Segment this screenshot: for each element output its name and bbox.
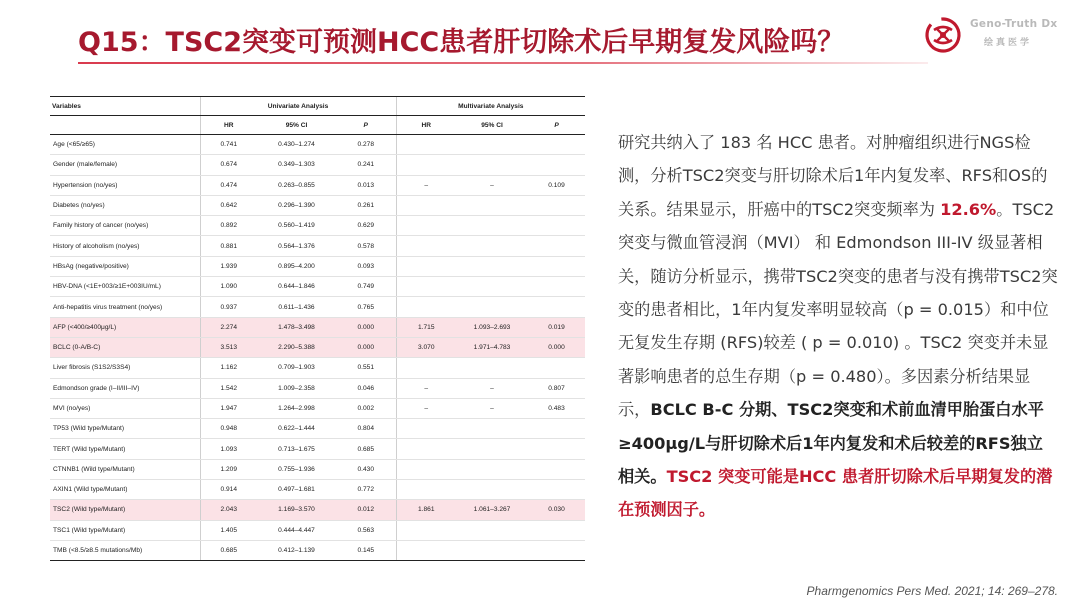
cell-u-hr: 2.043 [200, 500, 257, 520]
cell-m-p: 0.030 [528, 500, 585, 520]
cell-u-ci: 0.895–4.200 [257, 256, 336, 276]
cell-u-hr: 1.405 [200, 520, 257, 540]
cell-m-hr [396, 155, 456, 175]
cell-u-ci: 0.564–1.376 [257, 236, 336, 256]
cell-m-p [528, 419, 585, 439]
cell-m-hr [396, 439, 456, 459]
cell-m-p [528, 236, 585, 256]
cell-u-ci: 0.709–1.903 [257, 358, 336, 378]
table-row [50, 175, 585, 195]
table-row [50, 135, 585, 155]
cell-u-ci: 1.169–3.570 [257, 500, 336, 520]
table-row [50, 358, 585, 378]
table-row [50, 398, 585, 418]
cell-u-p: 0.430 [336, 459, 396, 479]
row-variable: Hypertension (no/yes) [50, 175, 200, 195]
cell-m-ci: 1.061–3.267 [456, 500, 528, 520]
cell-m-ci [456, 520, 528, 540]
cell-u-hr: 0.881 [200, 236, 257, 256]
cell-m-ci [456, 195, 528, 215]
cell-m-p [528, 277, 585, 297]
cell-u-ci: 0.560–1.419 [257, 216, 336, 236]
cell-m-hr: – [396, 378, 456, 398]
cell-m-hr [396, 540, 456, 560]
cell-m-ci: – [456, 175, 528, 195]
row-variable: Diabetes (no/yes) [50, 195, 200, 215]
cell-u-p: 0.012 [336, 500, 396, 520]
cell-m-p [528, 216, 585, 236]
row-variable: Gender (male/female) [50, 155, 200, 175]
table-row [50, 459, 585, 479]
row-variable: TP53 (Wild type/Mutant) [50, 419, 200, 439]
cell-u-ci: 1.264–2.998 [257, 398, 336, 418]
cell-u-p: 0.551 [336, 358, 396, 378]
cell-u-hr: 0.474 [200, 175, 257, 195]
cell-u-p: 0.261 [336, 195, 396, 215]
cell-u-p: 0.685 [336, 439, 396, 459]
findings-paragraph [618, 126, 1058, 527]
cell-m-hr [396, 195, 456, 215]
title-underline [78, 62, 928, 64]
row-variable: AFP (<400/≥400μg/L) [50, 317, 200, 337]
cell-m-hr [396, 216, 456, 236]
findings-text-1: 研究共纳入了 183 名 HCC 患者。对肿瘤组织进行NGS检测，分析TSC2突变与肝切除术后1年内复发率、RFS和OS的关系。结果显示，肝癌中的TSC2突变频率为 [618, 133, 1048, 219]
cell-m-hr: – [396, 175, 456, 195]
cell-m-p [528, 439, 585, 459]
cell-u-hr: 1.947 [200, 398, 257, 418]
table-group-header [50, 97, 585, 116]
cell-m-hr [396, 419, 456, 439]
row-variable: BCLC (0-A/B-C) [50, 337, 200, 357]
citation: Pharmgenomics Pers Med. 2021; 14: 269–278. [806, 584, 1058, 598]
cell-u-hr: 2.274 [200, 317, 257, 337]
cell-u-p: 0.002 [336, 398, 396, 418]
cell-m-ci: – [456, 378, 528, 398]
header-u-ci: 95% CI [257, 116, 336, 135]
header-u-hr: HR [200, 116, 257, 135]
row-variable: TSC1 (Wild type/Mutant) [50, 520, 200, 540]
cell-m-ci [456, 216, 528, 236]
cell-m-ci [456, 419, 528, 439]
header-u-p: P [336, 116, 396, 135]
row-variable: Edmondson grade (I–II/III–IV) [50, 378, 200, 398]
cell-m-hr [396, 520, 456, 540]
cell-u-ci: 0.430–1.274 [257, 135, 336, 155]
cell-u-p: 0.772 [336, 480, 396, 500]
row-variable: AXIN1 (Wild type/Mutant) [50, 480, 200, 500]
cell-m-ci [456, 480, 528, 500]
multivariate-conclusion: BCLC B-C 分期、TSC2突变和术前血清甲胎蛋白水平≥400μg/L与肝切除术后1年内复发和术后较差的RFS独立相关。 [618, 400, 1044, 487]
cell-u-hr: 1.090 [200, 277, 257, 297]
cell-u-p: 0.241 [336, 155, 396, 175]
cell-m-p: 0.000 [528, 337, 585, 357]
cell-u-p: 0.145 [336, 540, 396, 560]
row-variable: HBsAg (negative/positive) [50, 256, 200, 276]
cell-m-ci [456, 358, 528, 378]
row-variable: History of alcoholism (no/yes) [50, 236, 200, 256]
cell-u-hr: 0.937 [200, 297, 257, 317]
cell-m-ci [456, 256, 528, 276]
row-variable: MVI (no/yes) [50, 398, 200, 418]
table-sub-header [50, 116, 585, 135]
cell-u-ci: 0.444–4.447 [257, 520, 336, 540]
cell-m-hr [396, 277, 456, 297]
cell-m-ci [456, 459, 528, 479]
row-variable: Family history of cancer (no/yes) [50, 216, 200, 236]
table-row [50, 500, 585, 520]
logo-name-cn: 绘真医学 [984, 38, 1033, 48]
row-variable: TSC2 (Wild type/Mutant) [50, 500, 200, 520]
table-row [50, 520, 585, 540]
table-row [50, 480, 585, 500]
cell-u-hr: 1.093 [200, 439, 257, 459]
header-blank [50, 116, 200, 135]
cell-u-hr: 0.685 [200, 540, 257, 560]
cell-u-p: 0.093 [336, 256, 396, 276]
table-row [50, 419, 585, 439]
table-row [50, 439, 585, 459]
table-row [50, 297, 585, 317]
mutation-frequency: 12.6% [940, 199, 997, 219]
cell-m-p [528, 459, 585, 479]
cell-m-ci [456, 297, 528, 317]
cell-m-hr: 1.715 [396, 317, 456, 337]
cell-m-ci [456, 236, 528, 256]
cell-m-p [528, 520, 585, 540]
cell-m-ci [456, 135, 528, 155]
cell-u-hr: 0.642 [200, 195, 257, 215]
header-m-ci: 95% CI [456, 116, 528, 135]
cell-u-ci: 1.009–2.358 [257, 378, 336, 398]
cell-u-p: 0.749 [336, 277, 396, 297]
row-variable: Age (<65/≥65) [50, 135, 200, 155]
cell-m-ci: 1.971–4.783 [456, 337, 528, 357]
cell-u-p: 0.563 [336, 520, 396, 540]
table-row [50, 337, 585, 357]
cell-u-hr: 0.914 [200, 480, 257, 500]
cell-m-hr [396, 358, 456, 378]
cell-u-hr: 1.939 [200, 256, 257, 276]
cell-m-ci: 1.093–2.693 [456, 317, 528, 337]
cell-u-hr: 3.513 [200, 337, 257, 357]
cell-m-hr [396, 297, 456, 317]
cell-m-p [528, 480, 585, 500]
cell-u-ci: 0.497–1.681 [257, 480, 336, 500]
cell-m-p [528, 155, 585, 175]
table-row [50, 317, 585, 337]
cell-u-p: 0.278 [336, 135, 396, 155]
cell-u-ci: 0.644–1.846 [257, 277, 336, 297]
cell-m-ci [456, 155, 528, 175]
table-row [50, 256, 585, 276]
cell-u-hr: 0.741 [200, 135, 257, 155]
cell-m-p: 0.019 [528, 317, 585, 337]
header-m-hr: HR [396, 116, 456, 135]
cell-m-ci [456, 439, 528, 459]
row-variable: HBV-DNA (<1E+003/≥1E+003IU/mL) [50, 277, 200, 297]
cell-m-hr: 3.070 [396, 337, 456, 357]
cell-u-p: 0.046 [336, 378, 396, 398]
cell-u-ci: 0.296–1.390 [257, 195, 336, 215]
geno-truth-logo-icon [922, 14, 964, 56]
cox-regression-table [50, 96, 585, 561]
cell-m-ci: – [456, 398, 528, 418]
cell-u-ci: 0.622–1.444 [257, 419, 336, 439]
table-row [50, 236, 585, 256]
header-univariate: Univariate Analysis [200, 97, 396, 116]
cell-u-ci: 0.755–1.936 [257, 459, 336, 479]
cell-u-ci: 0.713–1.675 [257, 439, 336, 459]
cell-m-p: 0.483 [528, 398, 585, 418]
row-variable: CTNNB1 (Wild type/Mutant) [50, 459, 200, 479]
cell-u-hr: 1.542 [200, 378, 257, 398]
cell-m-hr: 1.861 [396, 500, 456, 520]
cell-m-p: 0.109 [528, 175, 585, 195]
table-row [50, 216, 585, 236]
cell-m-p: 0.807 [528, 378, 585, 398]
row-variable: TMB (<8.5/≥8.5 mutations/Mb) [50, 540, 200, 560]
cell-m-p [528, 256, 585, 276]
logo-name-en: Geno-Truth Dx [970, 18, 1058, 30]
cell-m-hr: – [396, 398, 456, 418]
row-variable: Anti-hepatitis virus treatment (no/yes) [50, 297, 200, 317]
cell-u-hr: 0.674 [200, 155, 257, 175]
cell-u-ci: 0.263–0.855 [257, 175, 336, 195]
cell-u-p: 0.804 [336, 419, 396, 439]
table-row [50, 155, 585, 175]
cell-u-p: 0.629 [336, 216, 396, 236]
table-row [50, 540, 585, 560]
cell-m-p [528, 540, 585, 560]
final-conclusion: TSC2 突变可能是HCC 患者肝切除术后早期复发的潜在预测因子。 [618, 467, 1053, 520]
cell-u-hr: 0.892 [200, 216, 257, 236]
cell-u-hr: 1.209 [200, 459, 257, 479]
cell-u-p: 0.578 [336, 236, 396, 256]
cell-u-p: 0.013 [336, 175, 396, 195]
table-row [50, 195, 585, 215]
cell-u-ci: 0.412–1.139 [257, 540, 336, 560]
row-variable: Liver fibrosis (S1S2/S3S4) [50, 358, 200, 378]
page-title: Q15：TSC2突变可预测HCC患者肝切除术后早期复发风险吗？ [78, 27, 845, 58]
cell-u-p: 0.000 [336, 337, 396, 357]
table-row [50, 277, 585, 297]
brand-logo [922, 14, 1072, 64]
cell-m-p [528, 135, 585, 155]
cell-u-ci: 0.349–1.303 [257, 155, 336, 175]
cell-u-hr: 0.948 [200, 419, 257, 439]
header-m-p: P [528, 116, 585, 135]
cell-u-ci: 1.478–3.498 [257, 317, 336, 337]
findings-text-2: 。TSC2突变与微血管浸润（MVI） 和 Edmondson III-IV 级显著相关，随访分析显示，携带TSC2突变的患者与没有携带TSC2突变的患者相比，1年内复发率明显较高（p = 0.015）和中位无复发生存期 (RFS)较差 ( p = 0.010) 。TSC2 突变并未显著影响患者的总生存期（p = 0.480）。多因素分析结果显示， [618, 199, 1058, 420]
row-variable: TERT (Wild type/Mutant) [50, 439, 200, 459]
cell-m-hr [396, 135, 456, 155]
cell-m-ci [456, 540, 528, 560]
cell-m-hr [396, 236, 456, 256]
cell-u-ci: 2.290–5.388 [257, 337, 336, 357]
table-row [50, 378, 585, 398]
cell-m-hr [396, 256, 456, 276]
cell-m-p [528, 195, 585, 215]
cell-m-p [528, 297, 585, 317]
cell-m-ci [456, 277, 528, 297]
cell-u-ci: 0.611–1.436 [257, 297, 336, 317]
cell-m-hr [396, 459, 456, 479]
cell-u-p: 0.765 [336, 297, 396, 317]
header-variables: Variables [50, 97, 200, 116]
cell-u-hr: 1.162 [200, 358, 257, 378]
cell-m-hr [396, 480, 456, 500]
header-multivariate: Multivariate Analysis [396, 97, 585, 116]
cell-m-p [528, 358, 585, 378]
cell-u-p: 0.000 [336, 317, 396, 337]
